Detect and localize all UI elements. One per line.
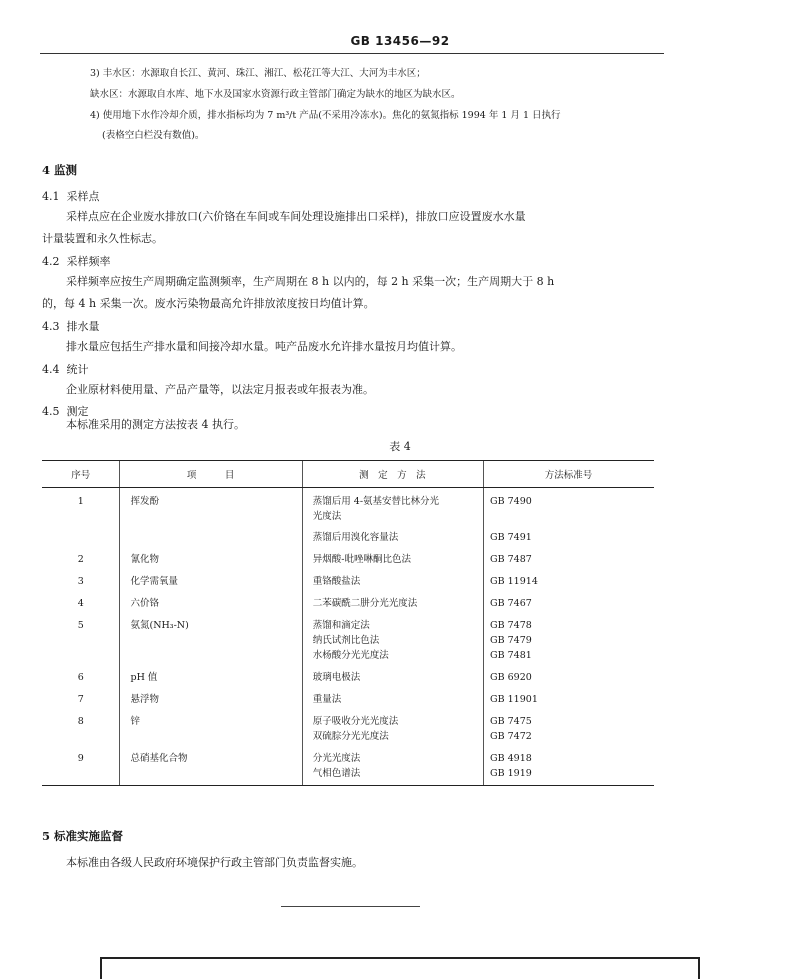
standard-line: GB 7491 xyxy=(490,532,532,543)
table-row xyxy=(42,488,654,547)
para-4-2-line1: 采样频率应按生产周期确定监测频率，生产周期在 8 h 以内的，每 2 h 采集一次；生产周期大于 8 h xyxy=(66,275,555,288)
section-5-text: 本标准由各级人民政府环境保护行政主管部门负责监督实施。 xyxy=(66,856,363,869)
sub-4-3-num: 4.3 xyxy=(42,320,60,333)
sub-4-4-num: 4.4 xyxy=(42,363,60,376)
row-item: 氨氮(NH₃-N) xyxy=(120,612,302,664)
method-line: 蒸馏后用 4-氨基安替比林分光 xyxy=(312,496,440,507)
row-item: 锌 xyxy=(120,708,302,745)
end-rule xyxy=(281,906,420,907)
standard-line: GB 7487 xyxy=(490,554,532,565)
row-methods xyxy=(302,590,483,612)
para-4-1-line1: 采样点应在企业废水排放口(六价铬在车间或车间处理设施排出口采样)，排放口应设置废水水量 xyxy=(66,210,526,223)
section-5-title: 5 标准实施监督 xyxy=(42,829,124,843)
standard-line: GB 7478 xyxy=(490,620,532,631)
row-standards xyxy=(484,612,654,664)
method-line: 分光光度法 xyxy=(312,753,361,764)
table-row xyxy=(42,546,654,568)
method-line: 异烟酸-吡唑啉酮比色法 xyxy=(312,554,411,565)
standard-line: GB 7479 xyxy=(490,635,532,646)
sub-4-2-title: 采样频率 xyxy=(66,255,111,268)
row-methods xyxy=(302,708,483,745)
row-methods xyxy=(302,546,483,568)
bottom-frame xyxy=(100,957,700,979)
table-row xyxy=(42,686,654,708)
note-4-line1: 4) 使用地下水作冷却介质，排水指标均为 7 m³/t 产品(不采用冷冻水)。焦化的氨氮指标 1994 年 1 月 1 日执行 xyxy=(90,110,561,121)
standard-line: GB 1919 xyxy=(490,768,532,779)
table-4-caption: 表 4 xyxy=(389,440,411,453)
row-methods xyxy=(302,664,483,686)
note-4-line2: (表格空白栏没有数值)。 xyxy=(102,130,205,141)
table-row xyxy=(42,708,654,745)
para-4-1-line2: 计量装置和永久性标志。 xyxy=(42,232,163,245)
sub-4-2-num: 4.2 xyxy=(42,255,60,268)
standard-line: GB 7467 xyxy=(490,598,532,609)
row-item: 化学需氧量 xyxy=(120,568,302,590)
para-4-2-line2: 的，每 4 h 采集一次。废水污染物最高允许排放浓度按日均值计算。 xyxy=(42,297,375,310)
row-item: 六价铬 xyxy=(120,590,302,612)
sub-4-5-title: 测定 xyxy=(66,405,89,418)
para-4-5-line1: 本标准采用的测定方法按表 4 执行。 xyxy=(66,418,245,431)
row-standards xyxy=(484,590,654,612)
row-standards xyxy=(484,686,654,708)
sub-4-1-num: 4.1 xyxy=(42,190,60,203)
row-item: 总硝基化合物 xyxy=(120,745,302,786)
row-standards xyxy=(484,546,654,568)
row-item: pH 值 xyxy=(120,664,302,686)
method-line: 光度法 xyxy=(312,511,342,522)
row-standards xyxy=(484,708,654,745)
method-line: 玻璃电极法 xyxy=(312,672,361,683)
row-methods xyxy=(302,686,483,708)
table-row xyxy=(42,745,654,786)
page-header-code: GB 13456—92 xyxy=(350,34,450,48)
method-line: 纳氏试剂比色法 xyxy=(312,635,380,646)
table-row xyxy=(42,612,654,664)
row-standards xyxy=(484,745,654,786)
table-4 xyxy=(42,460,654,786)
row-standards xyxy=(484,488,654,547)
row-no: 3 xyxy=(77,576,84,587)
sub-4-4-title: 统计 xyxy=(66,363,89,376)
standard-line: GB 11914 xyxy=(490,576,538,587)
para-4-3-line1: 排水量应包括生产排水量和间接冷却水量。吨产品废水允许排水量按月均值计算。 xyxy=(66,340,462,353)
row-no: 7 xyxy=(77,694,84,705)
section-4-title: 4 监测 xyxy=(42,163,78,177)
standard-line: GB 7481 xyxy=(490,650,532,661)
para-4-4-line1: 企业原材料使用量、产品产量等，以法定月报表或年报表为准。 xyxy=(66,383,374,396)
standard-line: GB 4918 xyxy=(490,753,532,764)
note-3-line2: 缺水区：水源取自水库、地下水及国家水资源行政主管部门确定为缺水的地区为缺水区。 xyxy=(90,89,461,100)
row-no: 4 xyxy=(77,598,84,609)
header-standard: 方法标准号 xyxy=(484,461,654,488)
row-standards xyxy=(484,568,654,590)
row-item: 氰化物 xyxy=(120,546,302,568)
row-item: 挥发酚 xyxy=(120,488,302,547)
table-row xyxy=(42,590,654,612)
method-line: 气相色谱法 xyxy=(312,768,361,779)
method-line: 重量法 xyxy=(312,694,342,705)
row-no: 6 xyxy=(77,672,84,683)
method-line: 重铬酸盐法 xyxy=(312,576,361,587)
header-item: 项 目 xyxy=(120,461,302,488)
header-rule xyxy=(40,53,664,54)
table-row xyxy=(42,568,654,590)
row-no: 1 xyxy=(77,496,84,507)
method-line: 二苯碳酰二肼分光光度法 xyxy=(312,598,418,609)
method-line: 蒸馏后用溴化容量法 xyxy=(312,532,399,543)
row-methods xyxy=(302,488,483,547)
row-no: 2 xyxy=(77,554,84,565)
sub-4-5-num: 4.5 xyxy=(42,405,60,418)
standard-line: GB 11901 xyxy=(490,694,538,705)
method-line: 水杨酸分光光度法 xyxy=(312,650,389,661)
row-standards xyxy=(484,664,654,686)
table-header-row xyxy=(42,461,654,488)
sub-4-2-heading xyxy=(42,253,111,269)
sub-4-1-heading xyxy=(42,188,100,204)
row-no: 8 xyxy=(77,716,84,727)
standard-line: GB 7475 xyxy=(490,716,532,727)
standard-line: GB 6920 xyxy=(490,672,532,683)
standard-line: GB 7490 xyxy=(490,496,532,507)
row-methods xyxy=(302,745,483,786)
table-row xyxy=(42,664,654,686)
header-method: 测 定 方 法 xyxy=(302,461,483,488)
row-methods xyxy=(302,568,483,590)
header-no: 序号 xyxy=(42,461,120,488)
standard-line: GB 7472 xyxy=(490,731,532,742)
sub-4-3-title: 排水量 xyxy=(66,320,100,333)
method-line: 原子吸收分光光度法 xyxy=(312,716,399,727)
method-line: 蒸馏和滴定法 xyxy=(312,620,370,631)
row-no: 5 xyxy=(77,620,84,631)
method-line: 双硫腙分光光度法 xyxy=(312,731,389,742)
sub-4-4-heading xyxy=(42,361,89,377)
sub-4-1-title: 采样点 xyxy=(66,190,100,203)
standard-line xyxy=(490,509,653,524)
row-item: 悬浮物 xyxy=(120,686,302,708)
sub-4-3-heading xyxy=(42,318,100,334)
row-no: 9 xyxy=(42,745,120,786)
note-3-line1: 3) 丰水区：水源取自长江、黄河、珠江、湘江、松花江等大江、大河为丰水区； xyxy=(90,68,426,79)
row-methods xyxy=(302,612,483,664)
